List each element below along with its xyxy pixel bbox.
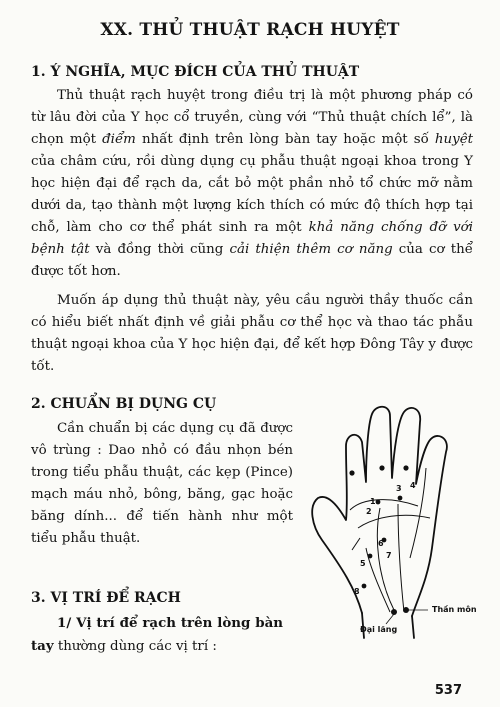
section-2-paragraph: Cần chuẩn bị các dụng cụ đã được vô trùng : Dao nhỏ có đầu nhọn bén trong tiểu phẫu thuật, các kẹp (Pince) mạch máu nhỏ, bông, băng, gạc hoặc băng dính... để tiến hành như một tiểu phẫu thuật. [31,421,293,546]
section-1-heading: 1. Ý NGHĨA, MỤC ĐÍCH CỦA THỦ THUẬT [31,64,360,80]
page-number: 537 [434,683,462,698]
label-than-mon: Thần môn [432,605,477,614]
section-2-heading: 2. CHUẨN BỊ DỤNG CỤ [31,396,217,412]
section-1-paragraph-1: Thủ thuật rạch huyệt trong điều trị là một phương pháp có từ lâu đời của Y học cổ truyền, cùng với “Thủ thuật chích lể”, là chọn một điểm nhất định trên lòng bàn tay hoặc một số huyệt của châm cứu, rồi dùng dụng cụ phẫu thuật ngoại khoa trong Y học hiện đại để rạch da, cắt bỏ một phần nhỏ tổ chức mỡ nằm dưới da, tạo thành một lượng kích thích có mức độ thích hợp tại chỗ, làm cho cơ thể phát sinh ra một khả năng chống đỡ với bệnh tật và đồng thời cũng cải thiện thêm cơ năng của cơ thể được tốt hơn. [31,88,474,279]
palm-hand-figure [300,398,490,648]
point-number-5: 5 [360,559,366,568]
point-number-3: 3 [396,484,402,493]
point-number-1: 1 [370,497,376,506]
section-1-paragraph-2: Muốn áp dụng thủ thuật này, yêu cầu người thầy thuốc cần có hiểu biết nhất định về giải phẫu cơ thể học và thao tác phẫu thuật ngoại khoa của Y học hiện đại, để kết hợp Đông Tây y được tốt. [31,293,473,374]
label-dai-lang: Đại lăng [360,625,398,634]
hand-outline [312,407,447,638]
palm-lines [350,468,430,612]
section-3-sub-paragraph: 1/ Vị trí để rạch trên lòng bàn tay thường dùng các vị trí : [31,615,283,654]
section-3-heading: 3. VỊ TRÍ ĐỂ RẠCH [31,590,181,606]
point-number-7: 7 [386,551,392,560]
point-number-6: 6 [378,539,384,548]
point-number-8: 8 [354,587,360,596]
dai-lang-leader [386,614,394,624]
point-number-2: 2 [366,507,372,516]
point-number-4: 4 [410,481,416,490]
chapter-title: XX. THỦ THUẬT RẠCH HUYỆT [100,20,400,40]
